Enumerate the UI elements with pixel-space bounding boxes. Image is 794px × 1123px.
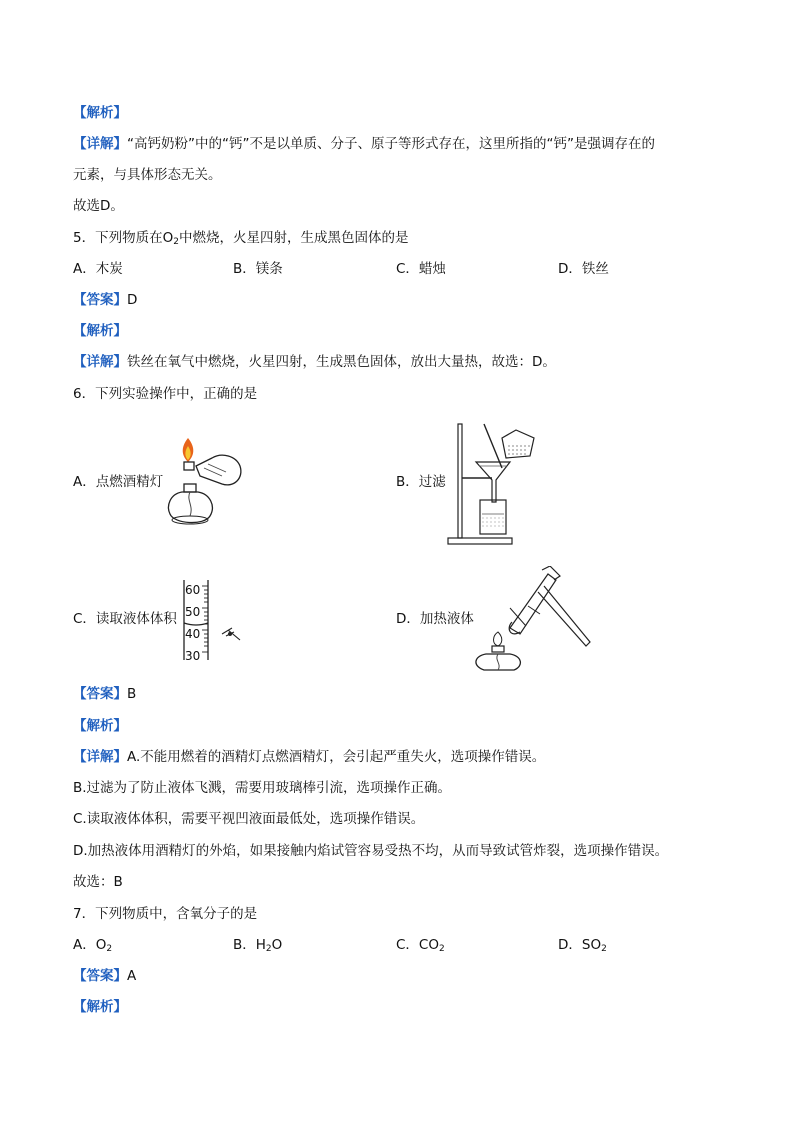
q5-stem-post: 中燃烧，火星四射，生成黑色固体的是 xyxy=(178,230,409,246)
cylinder-tick-60: 60 xyxy=(185,583,201,597)
q7-b-text: B．H xyxy=(233,937,266,953)
q6-option-d: D．加热液体 xyxy=(396,611,474,627)
q7-d-text: D．SO xyxy=(558,937,602,953)
q5-detail: 铁丝在氧气中燃烧，火星四射，生成黑色固体，放出大量热，故选：D。 xyxy=(127,354,556,370)
q5-stem-pre: 5．下列物质在O xyxy=(73,230,174,246)
alcohol-lamp-lighting-illustration xyxy=(160,436,250,528)
filtration-apparatus-illustration xyxy=(444,422,539,548)
question-5-stem xyxy=(73,228,408,252)
detail-text: “高钙奶粉”中的“钙”不是以单质、分子、原子等形式存在，这里所指的“钙”是强调存在的 xyxy=(127,136,655,152)
q5-stem-sub: 2 xyxy=(173,237,179,247)
detail-tag: 【详解】 xyxy=(73,354,127,370)
q7-option-b xyxy=(233,935,282,959)
q7-c-sub: 2 xyxy=(438,944,445,954)
choose-line: 故选D。 xyxy=(73,198,124,214)
q5-answer: D xyxy=(127,292,138,308)
analysis-tag: 【解析】 xyxy=(73,718,127,734)
cylinder-tick-labels xyxy=(185,579,200,667)
answer-tag: 【答案】 xyxy=(73,968,127,984)
q7-answer: A xyxy=(127,968,137,984)
q7-option-d xyxy=(558,935,607,959)
q6-detail-c: C.读取液体体积，需要平视凹液面最低处，选项操作错误。 xyxy=(73,811,425,827)
q7-answer-line xyxy=(73,966,136,986)
q5-option-b: B．镁条 xyxy=(233,261,283,277)
detail-tag: 【详解】 xyxy=(73,749,127,765)
q7-option-c xyxy=(396,935,445,959)
detail-paragraph xyxy=(73,134,655,154)
detail-text-continued: 元素，与具体形态无关。 xyxy=(73,167,222,183)
q6-option-a: A．点燃酒精灯 xyxy=(73,474,164,490)
q5-option-a: A．木炭 xyxy=(73,261,123,277)
q7-option-a xyxy=(73,935,112,959)
q6-detail-b: B.过滤为了防止液体飞溅，需要用玻璃棒引流，选项操作正确。 xyxy=(73,780,452,796)
q5-detail-line xyxy=(73,352,556,372)
q6-detail-a xyxy=(73,747,545,767)
q7-a-sub: 2 xyxy=(106,944,113,954)
q6-detail-d: D.加热液体用酒精灯的外焰，如果接触内焰试管容易受热不均，从而导致试管炸裂，选项操作错误。 xyxy=(73,843,669,859)
q6-answer: B xyxy=(127,686,137,702)
q7-b-tail: O xyxy=(271,937,283,953)
q6-detail-a-text: A.不能用燃着的酒精灯点燃酒精灯，会引起严重失火，选项操作错误。 xyxy=(127,749,546,765)
question-6-stem: 6．下列实验操作中，正确的是 xyxy=(73,386,258,402)
cylinder-tick-40: 40 xyxy=(185,627,201,641)
cylinder-tick-30: 30 xyxy=(185,649,201,663)
q7-b-sub: 2 xyxy=(265,944,272,954)
heating-liquid-illustration xyxy=(470,566,595,672)
q6-answer-line xyxy=(73,684,136,704)
q5-option-d: D．铁丝 xyxy=(558,261,609,277)
analysis-tag: 【解析】 xyxy=(73,105,127,121)
q5-answer-line xyxy=(73,290,137,310)
q6-option-b: B．过滤 xyxy=(396,474,446,490)
answer-tag: 【答案】 xyxy=(73,292,127,308)
q5-option-c: C．蜡烛 xyxy=(396,261,446,277)
q7-a-text: A．O xyxy=(73,937,107,953)
q6-choose-line: 故选：B xyxy=(73,874,123,890)
q6-option-c: C．读取液体体积 xyxy=(73,611,177,627)
detail-tag: 【详解】 xyxy=(73,136,127,152)
answer-tag: 【答案】 xyxy=(73,686,127,702)
analysis-tag: 【解析】 xyxy=(73,999,127,1015)
cylinder-tick-50: 50 xyxy=(185,605,201,619)
question-7-stem: 7．下列物质中，含氧分子的是 xyxy=(73,906,258,922)
analysis-tag: 【解析】 xyxy=(73,323,127,339)
q7-d-sub: 2 xyxy=(601,944,607,954)
q7-c-text: C．CO xyxy=(396,937,439,953)
